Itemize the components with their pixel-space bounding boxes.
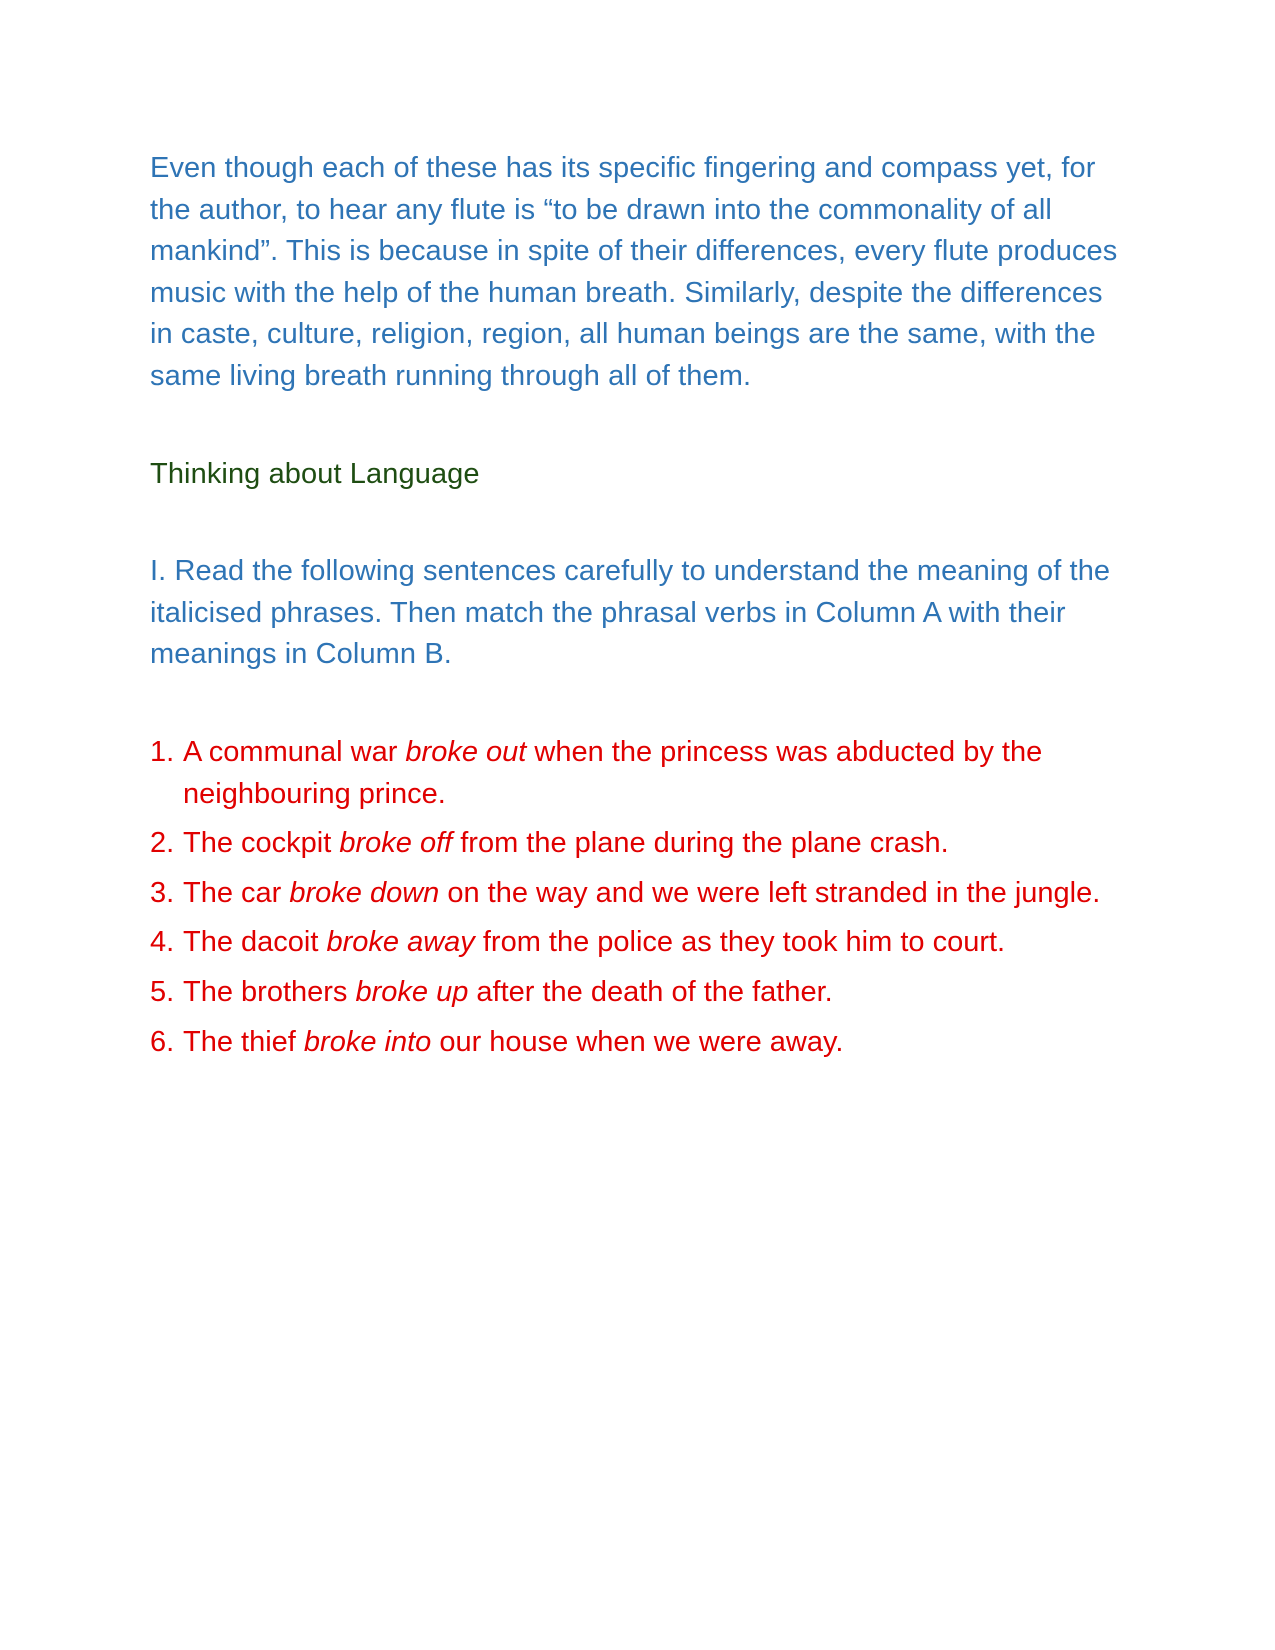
sentence-text-before: The dacoit [183, 926, 327, 959]
list-item [150, 732, 1120, 815]
sentence-text-after: from the plane during the plane crash. [452, 827, 949, 860]
sentence-text-after: after the death of the father. [468, 975, 833, 1008]
phrasal-verb: broke out [405, 735, 527, 768]
list-item [150, 972, 1120, 1014]
item-number: 3. [150, 876, 175, 909]
item-number: 2. [150, 827, 175, 860]
phrasal-verb: broke up [355, 975, 469, 1008]
phrasal-verb: broke off [339, 827, 453, 860]
sentence-text-before: A communal war [183, 735, 406, 768]
sentence-text-after: when the princess was abducted by the neighbouring prince. [183, 735, 1043, 810]
instruction-paragraph: I. Read the following sentences carefully to understand the meaning of the italicised phrases. Then match the phrasal verbs in Column A with their meanings in Column B. [150, 555, 1111, 671]
item-number: 6. [150, 1025, 175, 1058]
sentence-text-before: The thief [183, 1025, 304, 1058]
sentence-text-after: from the police as they took him to court. [474, 926, 1006, 959]
intro-paragraph: Even though each of these has its specific fingering and compass yet, for the author, to hear any flute is “to be drawn into the commonality of all mankind”. This is because in spite of their differences, every flute produces music with the help of the human breath. Similarly, despite the differences in caste, culture, religion, region, all human beings are the same, with the same living breath running through all of them. [150, 152, 1118, 392]
list-item [150, 922, 1120, 964]
list-item [150, 823, 1120, 865]
list-item [150, 873, 1120, 915]
sentence-list [150, 732, 1120, 1063]
item-number: 5. [150, 975, 175, 1008]
list-item [150, 1022, 1120, 1064]
phrasal-verb: broke away [326, 926, 475, 959]
phrasal-verb: broke into [303, 1025, 432, 1058]
item-number: 4. [150, 926, 175, 959]
phrasal-verb: broke down [289, 876, 440, 909]
item-number: 1. [150, 735, 175, 768]
sentence-text-before: The brothers [183, 975, 356, 1008]
sentence-text-before: The cockpit [183, 827, 340, 860]
section-heading: Thinking about Language [150, 457, 480, 490]
sentence-text-before: The car [183, 876, 290, 909]
page-content [150, 148, 1120, 1071]
sentence-text-after: our house when we were away. [431, 1025, 844, 1058]
sentence-text-after: on the way and we were left stranded in the jungle. [439, 876, 1101, 909]
